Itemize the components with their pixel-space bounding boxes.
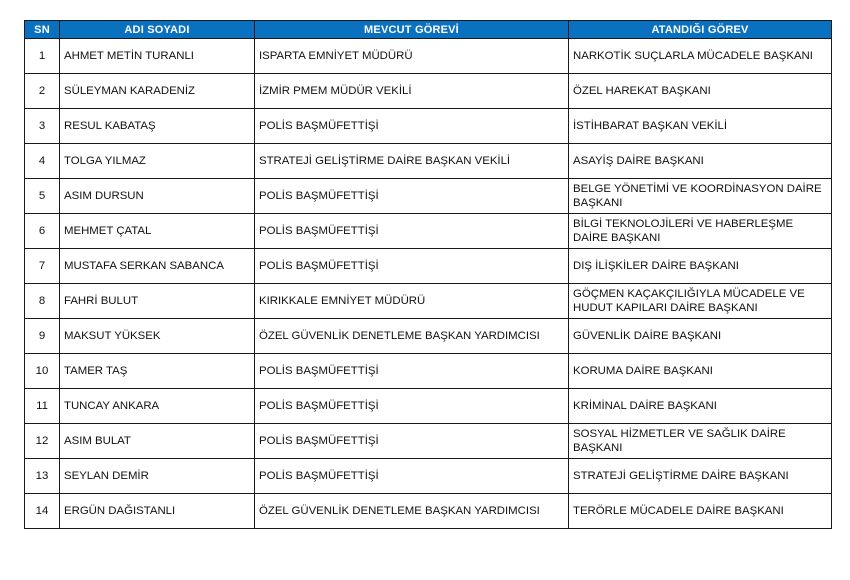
cell-sn: 9 [25, 319, 60, 354]
cell-assigned-position: SOSYAL HİZMETLER VE SAĞLIK DAİRE BAŞKANI [569, 424, 832, 459]
cell-current-position: POLİS BAŞMÜFETTİŞİ [255, 214, 569, 249]
cell-current-position: POLİS BAŞMÜFETTİŞİ [255, 389, 569, 424]
cell-name: AHMET METİN TURANLI [60, 39, 255, 74]
cell-current-position: POLİS BAŞMÜFETTİŞİ [255, 249, 569, 284]
cell-name: MAKSUT YÜKSEK [60, 319, 255, 354]
table-row [25, 109, 832, 144]
cell-assigned-position: GÖÇMEN KAÇAKÇILIĞIYLA MÜCADELE VE HUDUT KAPILARI DAİRE BAŞKANI [569, 284, 832, 319]
cell-assigned-position: GÜVENLİK DAİRE BAŞKANI [569, 319, 832, 354]
table-header [25, 21, 832, 39]
cell-name: SÜLEYMAN KARADENİZ [60, 74, 255, 109]
cell-name: ERGÜN DAĞISTANLI [60, 494, 255, 529]
table-row [25, 319, 832, 354]
cell-sn: 5 [25, 179, 60, 214]
cell-current-position: POLİS BAŞMÜFETTİŞİ [255, 354, 569, 389]
table-row [25, 74, 832, 109]
cell-current-position: ISPARTA EMNİYET MÜDÜRÜ [255, 39, 569, 74]
cell-assigned-position: BİLGİ TEKNOLOJİLERİ VE HABERLEŞME DAİRE BAŞKANI [569, 214, 832, 249]
header-sn: SN [25, 21, 60, 39]
cell-current-position: ÖZEL GÜVENLİK DENETLEME BAŞKAN YARDIMCISI [255, 494, 569, 529]
table-row [25, 389, 832, 424]
cell-current-position: KIRIKKALE EMNİYET MÜDÜRÜ [255, 284, 569, 319]
header-assigned-position: ATANDIĞI GÖREV [569, 21, 832, 39]
cell-assigned-position: STRATEJİ GELİŞTİRME DAİRE BAŞKANI [569, 459, 832, 494]
cell-sn: 3 [25, 109, 60, 144]
cell-name: MUSTAFA SERKAN SABANCA [60, 249, 255, 284]
cell-name: RESUL KABATAŞ [60, 109, 255, 144]
cell-name: TAMER TAŞ [60, 354, 255, 389]
cell-assigned-position: KORUMA DAİRE BAŞKANI [569, 354, 832, 389]
cell-current-position: ÖZEL GÜVENLİK DENETLEME BAŞKAN YARDIMCISI [255, 319, 569, 354]
cell-assigned-position: BELGE YÖNETİMİ VE KOORDİNASYON DAİRE BAŞKANI [569, 179, 832, 214]
cell-sn: 4 [25, 144, 60, 179]
cell-assigned-position: KRİMİNAL DAİRE BAŞKANI [569, 389, 832, 424]
cell-assigned-position: DIŞ İLİŞKİLER DAİRE BAŞKANI [569, 249, 832, 284]
cell-sn: 8 [25, 284, 60, 319]
cell-sn: 6 [25, 214, 60, 249]
cell-current-position: STRATEJİ GELİŞTİRME DAİRE BAŞKAN VEKİLİ [255, 144, 569, 179]
cell-sn: 2 [25, 74, 60, 109]
cell-name: TOLGA YILMAZ [60, 144, 255, 179]
table-row [25, 144, 832, 179]
cell-current-position: POLİS BAŞMÜFETTİŞİ [255, 459, 569, 494]
table-row [25, 424, 832, 459]
table-row [25, 179, 832, 214]
cell-name: ASIM DURSUN [60, 179, 255, 214]
table-row [25, 249, 832, 284]
cell-sn: 11 [25, 389, 60, 424]
header-name: ADI SOYADI [60, 21, 255, 39]
cell-sn: 12 [25, 424, 60, 459]
cell-assigned-position: NARKOTİK SUÇLARLA MÜCADELE BAŞKANI [569, 39, 832, 74]
cell-sn: 10 [25, 354, 60, 389]
appointments-table [24, 20, 832, 529]
cell-name: TUNCAY ANKARA [60, 389, 255, 424]
table-row [25, 494, 832, 529]
cell-current-position: İZMİR PMEM MÜDÜR VEKİLİ [255, 74, 569, 109]
header-current-position: MEVCUT GÖREVİ [255, 21, 569, 39]
cell-assigned-position: ASAYİŞ DAİRE BAŞKANI [569, 144, 832, 179]
table-row [25, 214, 832, 249]
cell-name: SEYLAN DEMİR [60, 459, 255, 494]
cell-current-position: POLİS BAŞMÜFETTİŞİ [255, 109, 569, 144]
cell-name: MEHMET ÇATAL [60, 214, 255, 249]
cell-current-position: POLİS BAŞMÜFETTİŞİ [255, 424, 569, 459]
cell-current-position: POLİS BAŞMÜFETTİŞİ [255, 179, 569, 214]
cell-sn: 14 [25, 494, 60, 529]
table-row [25, 284, 832, 319]
table-row [25, 39, 832, 74]
cell-assigned-position: İSTİHBARAT BAŞKAN VEKİLİ [569, 109, 832, 144]
cell-name: FAHRİ BULUT [60, 284, 255, 319]
header-row [25, 21, 832, 39]
cell-assigned-position: ÖZEL HAREKAT BAŞKANI [569, 74, 832, 109]
cell-sn: 7 [25, 249, 60, 284]
cell-assigned-position: TERÖRLE MÜCADELE DAİRE BAŞKANI [569, 494, 832, 529]
cell-sn: 1 [25, 39, 60, 74]
table-row [25, 459, 832, 494]
table-body [25, 39, 832, 529]
table-row [25, 354, 832, 389]
cell-sn: 13 [25, 459, 60, 494]
cell-name: ASIM BULAT [60, 424, 255, 459]
